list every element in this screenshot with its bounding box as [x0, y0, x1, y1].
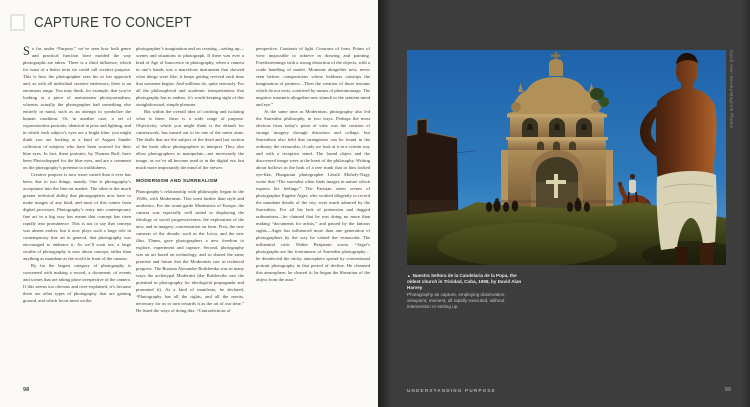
paragraph: By far the largest category of photography is concerned with making a record, a document, of events and scenes that are taking place irrespective of the camera. If this seems too obvious and over-explained, it’s because there are other types of photography that are gaining ground, and which focus more on the [23, 263, 131, 303]
caption-arrow-icon: ▲ [407, 273, 411, 278]
text-column-2 [136, 45, 244, 383]
bell-arches [522, 118, 592, 137]
chapter-title: CAPTURE TO CONCEPT [34, 14, 192, 31]
photo-caption [407, 273, 527, 310]
paragraph: At the same time as Modernism, photography also fed the Surrealist philosophy, in two ways. Perhaps the most obvious from today’s point of view was the creation of strange imagery through distortion and collage, but Surrealism also held that strangeness can be found in the ordinary, the vernacular, if only we look at it in a certain way and with a receptive mind. The found object and the discovered image were at the heart of the philosophy. Writing about hollows in the bark of a tree trunk that to him looked eye-like, Hungarian photographer László Moholy-Nagy wrote that “The surrealist often finds images in nature which express his feelings.” The Parisian street scenes of photographer Eugène Atget, who worked diligently to record the mundane details of the city, were much admired by the Surrealists. For all his lack of pretension and dogged ordinariness—he claimed that he was doing no more than making “documents for artists,” and passed by the famous sights—Atget has influenced more than one generation of photographers by the way he valued the vernacular. The influential critic Walter Benjamin wrote, “Atget’s photographs are the forerunners of Surrealist photography…he disinfected the sticky atmosphere spread by conventional portrait photography in that period of decline. He cleansed this atmosphere, he cleared it; he began the liberation of the object from the aura.” [256, 109, 370, 282]
page-number-right: 99 [724, 387, 731, 393]
statue-niches [537, 142, 576, 151]
photograph-church-cuba [407, 50, 726, 265]
paragraph: photographer’s imagination and on creating—setting up—scenes and situations to photograph. If there was ever a kind of Age of Innocence in photography, when a camera in one’s hands was a marvelous instrument that showed what things were like, it keeps getting revived each time that someone begins. And millions do, quite seriously. For all the philosophical and academic interpretations that photography has to endure, it’s worth keeping sight of this straightforward, simple pleasure. [136, 46, 244, 107]
caption-body: Photography as capture, employing observation, viewpoint, moment, all rapidly executed, without intervention or setting up. [407, 291, 506, 310]
caption-title [407, 273, 527, 292]
section-marker-square [10, 14, 25, 31]
paragraph: Photography’s relationship with philosophy began in the 1920s, with Modernism. This went further than style and aesthetics. For the avant-garde Modernists of Europe, the camera was especially well suited to displaying the ideology of social progressiveness, the exploration of the new, and in imagery, concentration on form. First, the new cameras of the decade, such as the Leica, and the new film, 35mm, gave photographers a new freedom to explore, experiment and capture. Second, photography was an art based on technology, and so shared the same promise and future that the Modernists saw in technical progress. The Russian Alexander Rodchenko was in many ways the archetypal Modernist (the Bolsheviks saw the potential in photography for ideological propaganda and promoted it). As a kind of manifesto, he declared, “Photography has all the rights, and all the merits, necessary for us to turn towards it as the art of our time.” He listed the ways of doing this: “Contradictions of [136, 189, 244, 313]
photo-credit: David Alan Harvey/Magnum Photos [729, 50, 734, 129]
section-subheading: MODERNISM AND SURREALISM [136, 179, 218, 184]
paragraph-text: o far, under “Purpose,” we’ve seen how both genre and practical function have molded the way photographs are taken. There is a third influence, which for want of a better term we could call creative purpose. This is how the photographer sees his or her approach and, as with all individual creative endeavors, there is an enormous range. You may think, for example, that you’re looking at a piece of mainstream photojournalism, whereas actually the photographer had something else entirely in mind, such as an attempt to symbolize the human condition. Or, in another case, a set of expressionless portraits, identical in pose and lighting, and in which each subject’s eyes are a bright blue: you might think you are looking at a kind of August Sander collection of subjects who have been sourced for their blue eyes. In fact, these portraits, by Thomas Ruff, have been Photoshopped for the blue eyes, and are a comment on the photography’s pretense to truthfulness. [23, 46, 131, 170]
paragraph: But within the overall idea of catching and isolating what is there, there is a wide range of purpose. Objectivity, which you might think is the default for camerawork, has turned out to be one of the rarest aims. The skills that are the subject of the third and last section of the book allow photographers to interpret. They also allow photographers to manipulate—not necessarily the image, as we’ve all become used to in the digital era, but much more importantly the mind of the viewer. [136, 109, 244, 170]
paragraph [23, 45, 131, 171]
paragraph: perspective. Contrasts of light. Contrasts of form. Points of view impossible to achieve in drawing and painting. Foreshortenings with a strong distortion of the objects, with a crude handling of matter. Moments altogether new, never seen before…compositions whose boldness outstrips the imagination of painters…Then the creation of those instants which do not exist, contrived by means of photomontage. The negative transmits altogether new stimuli to the sentient mind and eye.” [256, 46, 370, 107]
right-page [378, 0, 750, 407]
page-number-left: 98 [23, 387, 30, 393]
text-column-3 [256, 45, 370, 383]
paragraph: Creative purpose is now more varied than it ever has been, due to two things, mainly. One is photography’s acceptance into the fine-art market. The other is the much greater technical ability that photographers now have to make images of any kind, and most of this comes from digital processes. Photography’s entry into contemporary fine art in a big way has meant that concept has risen rapidly into prominence. This is not to say that concept was absent earlier, but it now plays such a large role in contemporary fine art in general, that photography was encouraged to embrace it. As we’ll soon see, a large swathe of photography is now about concept, rather than anything as mundane as the world in front of the camera. [23, 172, 131, 261]
chapter-header [10, 14, 205, 31]
running-footer-right: UNDERSTANDING PURPOSE [407, 388, 496, 393]
drop-cap: S [23, 45, 30, 58]
photo-illustration [407, 50, 726, 265]
text-column-1 [23, 45, 131, 383]
caption-title-text: Nuestra Señora de la Candelaria de la Popa, the oldest church in Trinidad, Cuba, 1998, by David Alan Harvey [407, 273, 522, 291]
